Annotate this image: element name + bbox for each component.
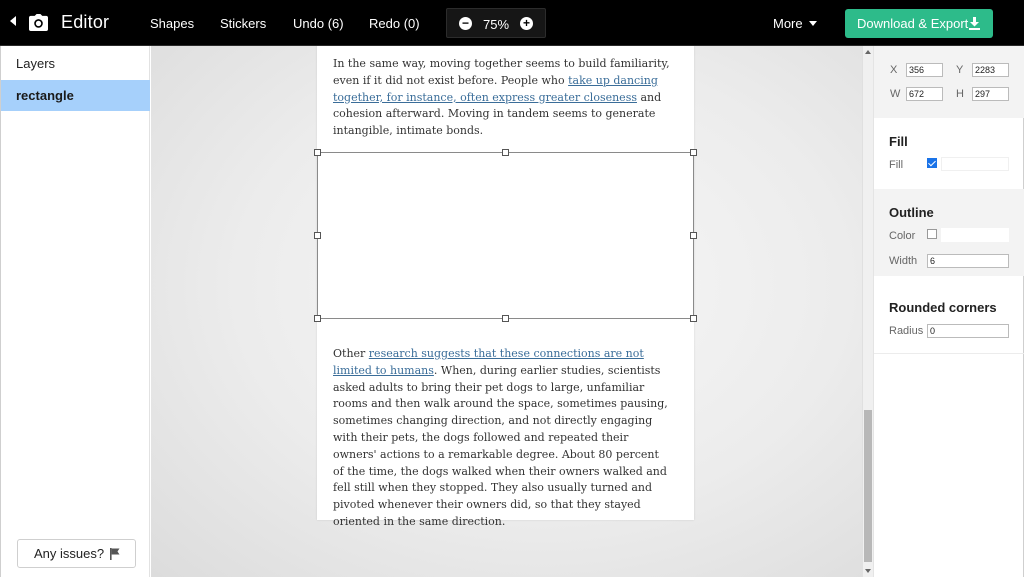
layers-title: Layers [16,56,56,71]
w-label: W [890,88,901,100]
x-field[interactable]: 356 [906,63,943,77]
radius-field[interactable]: 0 [927,324,1009,338]
top-bar [0,0,1024,46]
resize-handle-n[interactable] [502,149,509,156]
fill-color-swatch[interactable] [941,157,1009,171]
outline-color-checkbox[interactable] [927,229,937,239]
redo-button[interactable]: Redo (0) [369,16,420,31]
any-issues-label: Any issues? [34,546,105,561]
more-label: More [773,16,803,31]
panel-divider [874,353,1024,354]
layer-item-rectangle[interactable] [1,80,150,111]
y-label: Y [956,64,964,76]
paragraph-1-link[interactable]: take up dancing together, for instance, often express greater closeness [333,73,658,104]
paragraph-1 [333,56,673,140]
outline-heading: Outline [889,205,934,220]
layers-sidebar [0,46,150,577]
properties-panel [873,46,1024,577]
zoom-control [446,8,546,38]
zoom-level: 75% [483,17,510,32]
y-field[interactable]: 2283 [972,63,1009,77]
paragraph-2 [333,346,673,531]
paragraph-2-link[interactable]: research suggests that these connections are not limited to humans [333,347,644,377]
chevron-down-icon [809,21,817,26]
outline-section [874,189,1024,276]
height-field[interactable]: 297 [972,87,1009,101]
flag-icon [110,548,120,560]
width-field[interactable]: 672 [906,87,943,101]
canvas-scrollbar[interactable] [862,46,873,577]
fill-heading: Fill [889,134,908,149]
resize-handle-s[interactable] [502,315,509,322]
fill-label: Fill [889,159,904,171]
editor-canvas[interactable] [151,46,862,577]
scroll-down-arrow-icon[interactable] [865,569,871,573]
resize-handle-w[interactable] [314,232,321,239]
paragraph-1-text-end: and cohesion afterward. Moving in tandem seems to generate intangible, intimate bonds. [333,90,662,138]
document-page [317,46,694,528]
fill-checkbox[interactable] [927,158,937,168]
selected-rectangle[interactable] [317,152,694,319]
position-section [874,46,1024,118]
plus-icon: + [522,16,530,30]
radius-label: Radius [889,325,924,337]
resize-handle-sw[interactable] [314,315,321,322]
scroll-up-arrow-icon[interactable] [865,50,871,54]
resize-handle-ne[interactable] [690,149,697,156]
back-arrow-icon[interactable] [10,16,16,26]
resize-handle-nw[interactable] [314,149,321,156]
download-export-label: Download & Export [857,16,969,31]
minus-icon: − [461,16,469,30]
outline-color-swatch[interactable] [941,228,1009,242]
app-title: Editor [61,12,110,32]
download-icon [969,17,980,30]
more-menu-button[interactable] [773,16,817,31]
zoom-out-button[interactable] [459,17,472,30]
outline-width-field[interactable]: 6 [927,254,1009,268]
paragraph-2-text: Other [333,347,369,360]
zoom-in-button[interactable] [520,17,533,30]
h-label: H [956,88,964,100]
outline-width-label: Width [889,255,918,267]
scrollbar-thumb[interactable] [864,410,872,562]
undo-button[interactable]: Undo (6) [293,16,344,31]
download-export-button[interactable] [845,9,993,38]
rounded-corners-heading: Rounded corners [889,300,997,315]
paragraph-1-text: In the same way, moving together seems to build familiarity, even if it did not exist before. People who [333,57,670,87]
x-label: X [890,64,898,76]
stickers-button[interactable]: Stickers [220,16,267,31]
any-issues-button[interactable] [17,539,136,568]
layer-item-label: rectangle [16,88,74,103]
shapes-button[interactable]: Shapes [150,16,195,31]
paragraph-2-text-end: . When, during earlier studies, scientists asked adults to bring their pet dogs to large, unfamiliar rooms and then walk around the space, sometimes pausing, sometimes changing direction, and not directly engaging with their pets, the dogs followed and repeated their owners' actions to a remarkable degree. About 80 percent of the time, the dogs walked when their owners walked and fell still when they stopped. They also usually turned and pivoted whenever their owners did, so that they stayed oriented in the same direction. [333,363,668,528]
resize-handle-se[interactable] [690,315,697,322]
resize-handle-e[interactable] [690,232,697,239]
camera-icon[interactable] [29,13,48,32]
outline-color-label: Color [889,230,916,242]
